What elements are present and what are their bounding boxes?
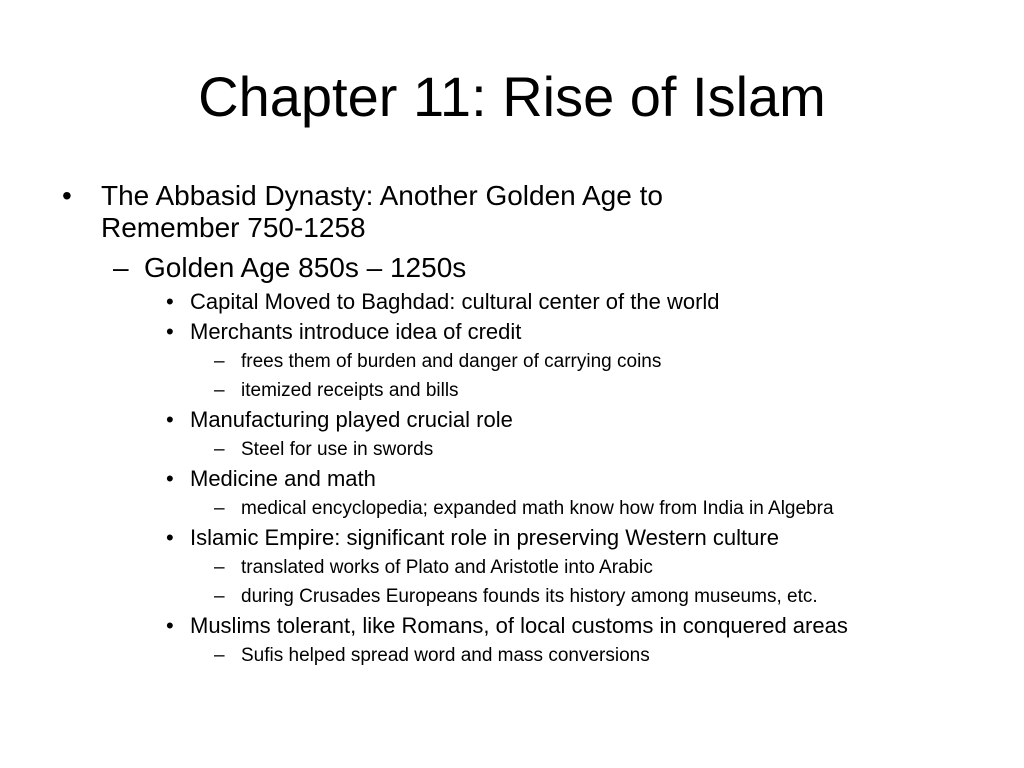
bullet-marker: • [166,466,174,491]
bullet-marker: • [166,525,174,550]
bullet-item-abbasid-dynasty [0,180,1024,244]
bullet-marker: • [166,289,174,314]
detail-item-encyclopedia [0,497,1024,520]
sub-bullet-text: Medicine and math [190,466,376,491]
sub-item-golden-age [0,252,1024,284]
bullet-marker: • [166,613,174,638]
sub-bullet-text: Capital Moved to Baghdad: cultural center of the world [190,289,720,314]
dash-marker: – [214,586,225,607]
detail-text: itemized receipts and bills [241,380,459,401]
bullet-marker: • [166,407,174,432]
dash-marker: – [214,557,225,578]
detail-text: translated works of Plato and Aristotle into Arabic [241,557,653,578]
bullet-text: The Abbasid Dynasty: Another Golden Age to [101,180,663,211]
detail-item-sufis [0,644,1024,667]
bullet-text-continuation: Remember 750-1258 [101,212,366,243]
dash-marker: – [214,351,225,372]
sub-bullet-muslims-tolerant [0,614,1024,638]
sub-bullet-manufacturing [0,408,1024,432]
sub-item-text: Golden Age 850s – 1250s [144,252,467,283]
slide-title: Chapter 11: Rise of Islam [198,65,826,128]
sub-bullet-text: Manufacturing played crucial role [190,407,513,432]
detail-item-steel [0,438,1024,461]
sub-bullet-text: Merchants introduce idea of credit [190,319,522,344]
bullet-marker: • [62,180,72,211]
detail-text: Sufis helped spread word and mass conversions [241,645,650,666]
detail-item-frees-burden [0,350,1024,373]
sub-bullet-preserving-culture [0,526,1024,550]
detail-item-plato-aristotle [0,556,1024,579]
dash-marker: – [214,498,225,519]
detail-text: during Crusades Europeans founds its history among museums, etc. [241,586,818,607]
sub-bullet-capital-baghdad [0,290,1024,314]
detail-text: Steel for use in swords [241,439,434,460]
bullet-marker: • [166,319,174,344]
detail-item-crusades [0,585,1024,608]
detail-item-receipts [0,379,1024,402]
detail-text: medical encyclopedia; expanded math know how from India in Algebra [241,498,834,519]
dash-marker: – [214,645,225,666]
dash-marker: – [214,439,225,460]
sub-bullet-text: Islamic Empire: significant role in preserving Western culture [190,525,779,550]
bullet-list [0,180,1024,667]
detail-text: frees them of burden and danger of carrying coins [241,351,662,372]
sub-bullet-merchants-credit [0,320,1024,344]
sub-bullet-medicine-math [0,467,1024,491]
dash-marker: – [113,252,129,283]
dash-marker: – [214,380,225,401]
sub-bullet-text: Muslims tolerant, like Romans, of local customs in conquered areas [190,613,848,638]
